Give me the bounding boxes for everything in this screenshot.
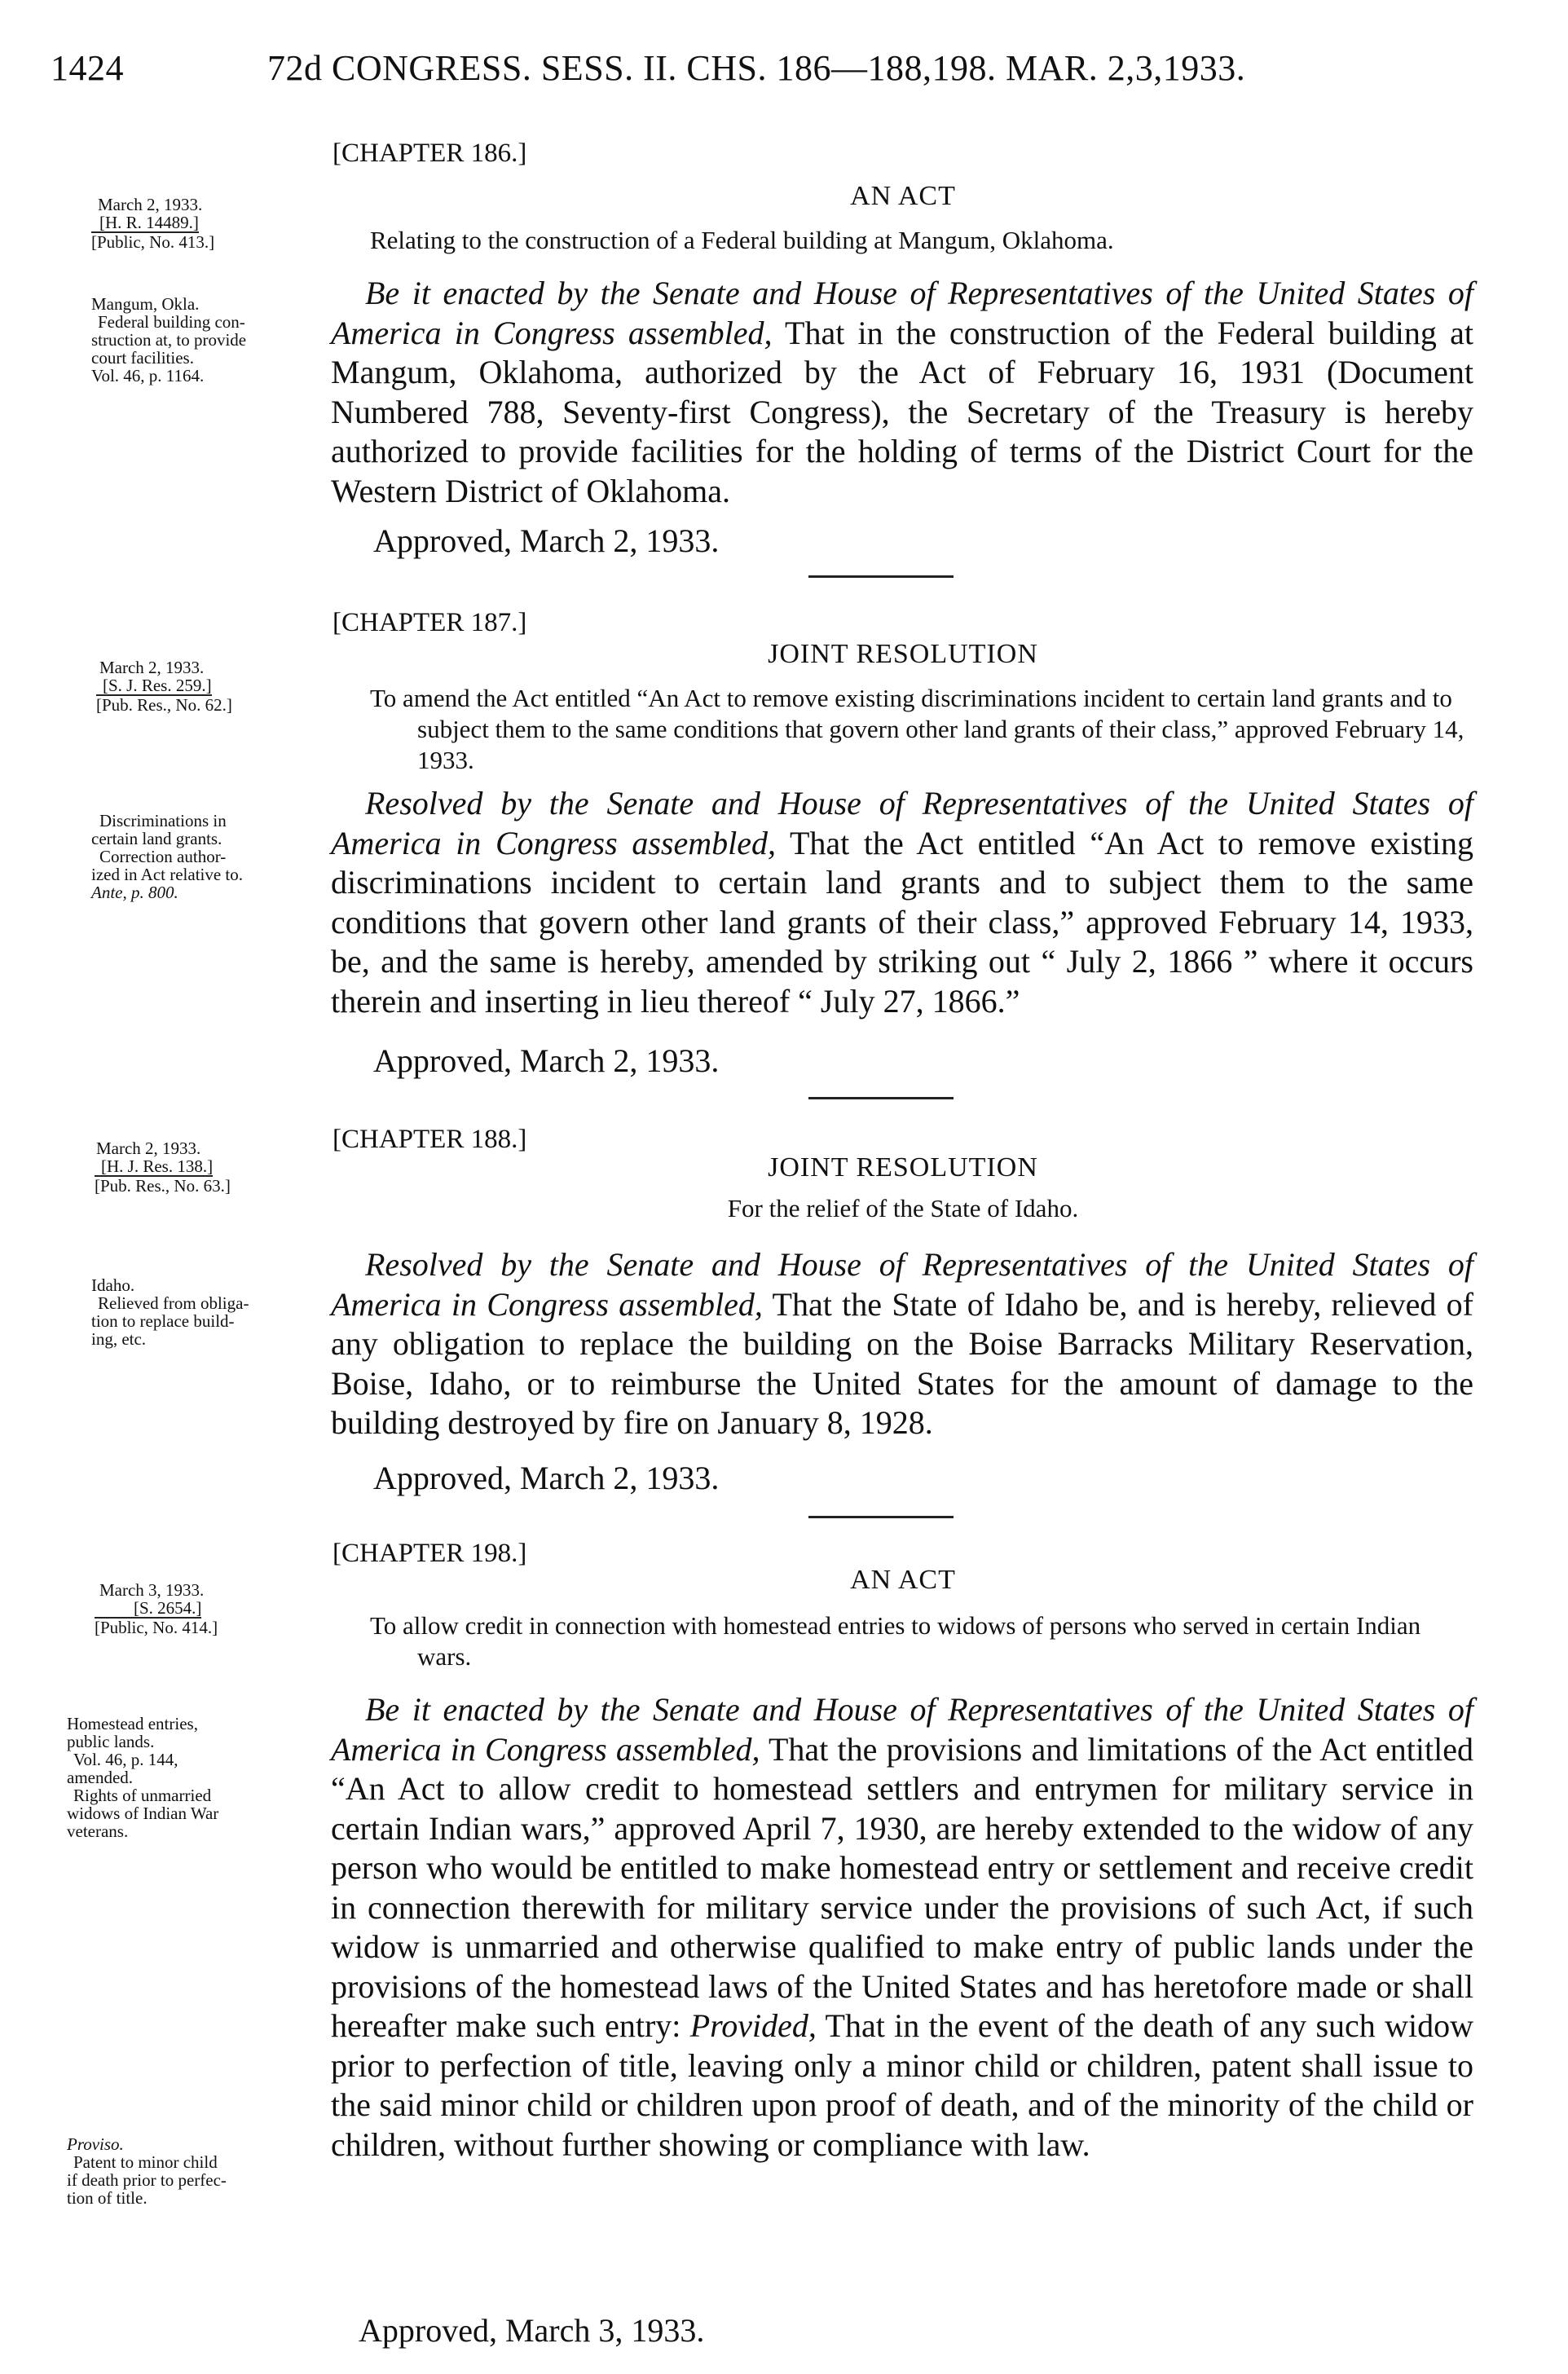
chapter-label: [CHAPTER 198.]	[333, 1539, 527, 1568]
margin-note: if death prior to perfec-	[67, 2170, 227, 2190]
approved-date: Approved, March 2, 1933.	[373, 1460, 720, 1496]
margin-note: Patent to minor child	[73, 2152, 218, 2172]
act-title: To amend the Act entitled “An Act to remove existing discriminations incident to certain land grants and to subject them to the same conditions that govern other land grants of their class,” approved February 14, 1933.	[370, 684, 1464, 774]
margin-note: Vol. 46, p. 144,	[73, 1750, 178, 1769]
margin-note: Correction author-	[99, 847, 227, 866]
margin-note: court facilities.	[91, 348, 194, 368]
margin-note: amended.	[67, 1768, 134, 1787]
margin-note: Federal building con-	[98, 312, 245, 332]
margin-note: Relieved from obliga-	[98, 1293, 249, 1313]
margin-notes	[91, 812, 336, 901]
running-head	[51, 47, 1485, 104]
date-note	[91, 196, 246, 251]
margin-note: Mangum, Okla.	[91, 294, 200, 314]
chapter-label: [CHAPTER 187.]	[333, 608, 527, 637]
margin-notes	[91, 295, 336, 385]
proviso-body: That in the event of the death of any such widow prior to perfection of title, leaving only a minor child or children, patent shall issue to the said minor child or children upon proof of death, and of the minority of the child or children, without further showing or compliance with law.	[331, 2007, 1474, 2163]
proviso-notes	[67, 2135, 311, 2207]
margin-note: Discriminations in	[99, 811, 227, 830]
date-note	[95, 1581, 249, 1636]
approved-date: Approved, March 2, 1933.	[373, 1042, 720, 1079]
margin-notes	[67, 1715, 311, 1840]
bill-number: [S. 2654.]	[95, 1599, 201, 1619]
page-number: 1424	[51, 48, 124, 88]
margin-note: tion of title.	[67, 2188, 148, 2208]
act-text	[331, 1690, 1473, 2165]
margin-note: public lands.	[67, 1732, 155, 1751]
act-title: To allow credit in connection with homestead entries to widows of persons who served in certain Indian wars.	[370, 1611, 1421, 1671]
act-type: AN ACT	[850, 181, 956, 211]
margin-note: ized in Act relative to.	[91, 865, 244, 884]
date-line: March 2, 1933.	[98, 195, 203, 214]
act-title: For the relief of the State of Idaho.	[727, 1194, 1079, 1222]
date-line: March 3, 1933.	[99, 1580, 205, 1600]
bill-number: [H. J. Res. 138.]	[95, 1157, 213, 1177]
section-divider	[808, 575, 954, 578]
date-line: March 2, 1933.	[96, 1139, 201, 1158]
public-law-number: [Public, No. 413.]	[91, 232, 215, 252]
act-body: That in the construction of the Federal building at Mangum, Oklahoma, authorized by the Act of February 16, 1931 (Document Numbered 788, Seventy-first Congress), the Secretary of the Treasury is hereby authorized to provide facilities for the holding of terms of the District Court for the Western District of Oklahoma.	[331, 314, 1473, 509]
approved-date: Approved, March 2, 1933.	[373, 522, 720, 559]
bill-number: [H. R. 14489.]	[91, 214, 199, 233]
margin-note: tion to replace build-	[91, 1311, 235, 1331]
act-type: JOINT RESOLUTION	[768, 1152, 1038, 1183]
act-body: That the Act entitled “An Act to remove existing discriminations incident to certain land grants and to subject them to the same conditions that govern other land grants of their class,” approved February 14, 1933, be, and the same is hereby, amended by striking out “ July 2, 1866 ” where it occurs therein and inserting in lieu thereof “ July 27, 1866.”	[331, 824, 1473, 1020]
margin-note: veterans.	[67, 1821, 129, 1841]
public-law-number: [Pub. Res., No. 62.]	[96, 695, 232, 715]
act-text	[331, 1245, 1473, 1443]
act-text	[331, 274, 1473, 511]
enacting-clause: Be it enacted by the Senate and House of Representatives of the United States of America in Congress assembled,	[331, 275, 1473, 351]
public-law-number: [Pub. Res., No. 63.]	[95, 1176, 231, 1196]
enacting-clause: Resolved by the Senate and House of Representatives of the United States of America in Congress assembled,	[331, 785, 1473, 861]
chapter-label: [CHAPTER 188.]	[333, 1125, 527, 1154]
date-note	[96, 658, 251, 714]
margin-note: Idaho.	[91, 1275, 135, 1295]
act-type: JOINT RESOLUTION	[768, 639, 1038, 669]
public-law-number: [Public, No. 414.]	[95, 1618, 218, 1637]
margin-note: Proviso.	[67, 2134, 124, 2154]
proviso-lead: Provided,	[689, 2007, 817, 2044]
running-title: 72d CONGRESS. SESS. II. CHS. 186—188,198. MAR. 2,3,1933.	[267, 48, 1246, 88]
margin-note: ing, etc.	[91, 1329, 147, 1349]
bill-number: [S. J. Res. 259.]	[96, 676, 212, 696]
date-note	[95, 1139, 249, 1195]
margin-notes	[91, 1276, 336, 1348]
section-divider	[808, 1516, 954, 1518]
act-body: That the State of Idaho be, and is hereby, relieved of any obligation to replace the building on the Boise Barracks Military Reservation, Boise, Idaho, or to reimburse the United States for the amount of damage to the building destroyed by fire on January 8, 1928.	[331, 1285, 1473, 1441]
date-line: March 2, 1933.	[99, 658, 205, 677]
act-title: Relating to the construction of a Federal building at Mangum, Oklahoma.	[370, 226, 1114, 254]
margin-note: certain land grants.	[91, 829, 222, 848]
margin-note: struction at, to provide	[91, 330, 247, 350]
margin-note: Ante, p. 800.	[91, 883, 178, 902]
approved-date: Approved, March 3, 1933.	[359, 2312, 705, 2349]
margin-note: Rights of unmarried	[73, 1786, 212, 1805]
enacting-clause: Resolved by the Senate and House of Representatives of the United States of America in Congress assembled,	[331, 1246, 1473, 1323]
margin-note: widows of Indian War	[67, 1804, 219, 1823]
act-type: AN ACT	[850, 1565, 956, 1595]
section-divider	[808, 1097, 954, 1099]
act-body: That the provisions and limitations of the Act entitled “An Act to allow credit to homestead settlers and entrymen for military service in certain Indian wars,” approved April 7, 1930, are hereby extended to the widow of any person who would be entitled to make homestead entry or settlement and receive credit in connection therewith for military service under the provisions of such Act, if such widow is unmarried and otherwise qualified to make entry of public lands under the provisions of the homestead laws of the United States and has heretofore made or shall hereafter make such entry:	[331, 1730, 1473, 2044]
chapter-label: [CHAPTER 186.]	[333, 139, 527, 168]
enacting-clause: Be it enacted by the Senate and House of Representatives of the United States of America in Congress assembled,	[331, 1691, 1473, 1768]
margin-note: Homestead entries,	[67, 1714, 198, 1733]
act-text	[331, 784, 1473, 1021]
margin-note: Vol. 46, p. 1164.	[91, 366, 205, 385]
